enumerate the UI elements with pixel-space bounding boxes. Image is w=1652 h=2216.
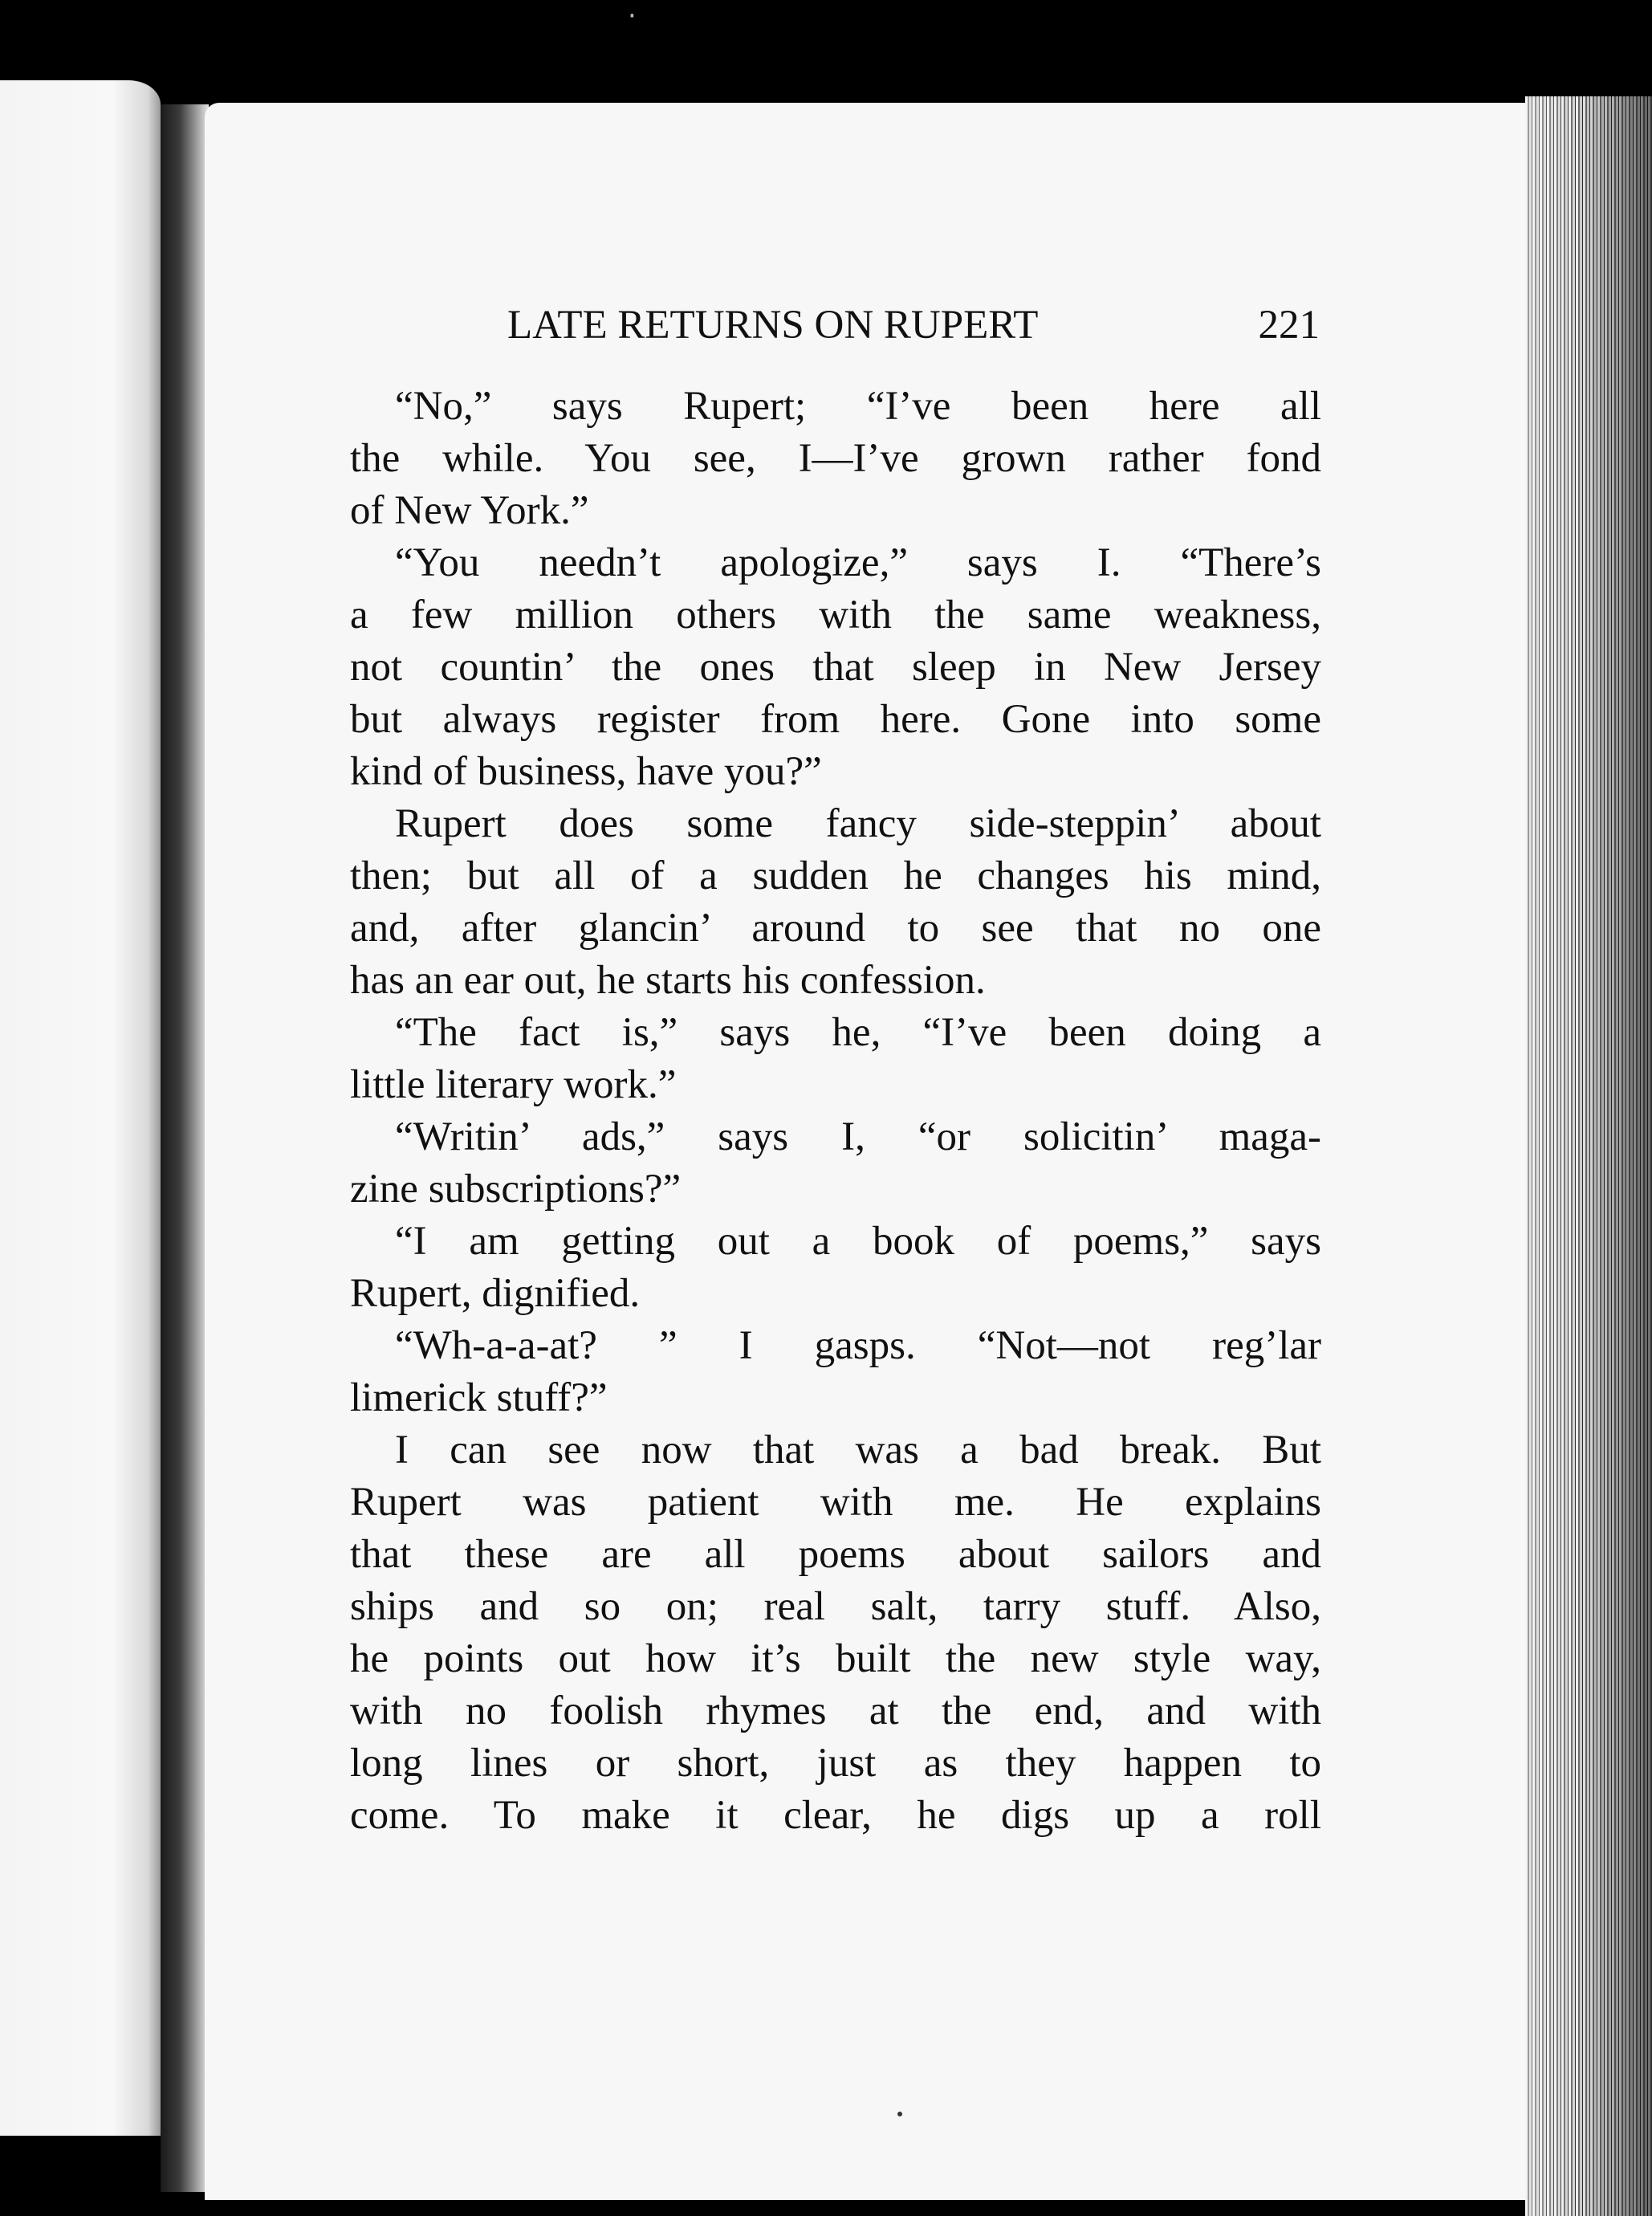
text-line: Rupert, dignified.	[350, 1271, 641, 1316]
scan-speck	[897, 2112, 902, 2116]
text-line: with no foolish rhymes at the end, and with	[350, 1688, 1321, 1733]
text-line: “The fact is,” says he, “I’ve been doing a	[395, 1010, 1321, 1055]
text-line: come. To make it clear, he digs up a roll	[350, 1793, 1321, 1838]
left-page-edge	[0, 80, 161, 2136]
text-line: long lines or short, just as they happen to	[350, 1741, 1321, 1786]
text-line: I can see now that was a bad break. But	[395, 1428, 1321, 1473]
text-line: has an ear out, he starts his confession.	[350, 958, 986, 1003]
text-line: “Wh-a-a-at? ” I gasps. “Not—not reg’lar	[395, 1323, 1321, 1368]
text-line: little literary work.”	[350, 1062, 677, 1107]
body-text	[350, 381, 1321, 1842]
text-line: then; but all of a sudden he changes his mind,	[350, 853, 1321, 898]
text-line: kind of business, have you?”	[350, 749, 822, 794]
text-line: “I am getting out a book of poems,” says	[395, 1219, 1321, 1264]
page-block-shading	[1525, 96, 1652, 2216]
text-line: he points out how it’s built the new style way,	[350, 1636, 1321, 1681]
text-line: “No,” says Rupert; “I’ve been here all	[395, 384, 1321, 429]
text-line: and, after glancin’ around to see that no one	[350, 906, 1321, 951]
text-line: that these are all poems about sailors and	[350, 1532, 1321, 1577]
running-head-title: LATE RETURNS ON RUPERT	[507, 303, 1039, 348]
text-line: ships and so on; real salt, tarry stuff. Also,	[350, 1584, 1321, 1629]
text-line: a few million others with the same weakness,	[350, 593, 1321, 638]
text-line: not countin’ the ones that sleep in New Jersey	[350, 645, 1321, 690]
text-line: of New York.”	[350, 488, 589, 533]
text-line: “You needn’t apologize,” says I. “There’s	[395, 540, 1321, 585]
text-line: Rupert does some fancy side-steppin’ about	[395, 801, 1321, 846]
running-head	[507, 302, 1320, 348]
scan-smudge-mark: ·	[628, 0, 637, 32]
text-line: the while. You see, I—I’ve grown rather fond	[350, 436, 1321, 481]
text-line: Rupert was patient with me. He explains	[350, 1480, 1321, 1525]
text-line: but always register from here. Gone into some	[350, 697, 1321, 742]
text-line: zine subscriptions?”	[350, 1167, 682, 1212]
page-number: 221	[1258, 303, 1320, 348]
book-gutter	[161, 104, 209, 2192]
text-line: limerick stuff?”	[350, 1375, 608, 1420]
text-line: “Writin’ ads,” says I, “or solicitin’ maga-	[395, 1114, 1321, 1159]
